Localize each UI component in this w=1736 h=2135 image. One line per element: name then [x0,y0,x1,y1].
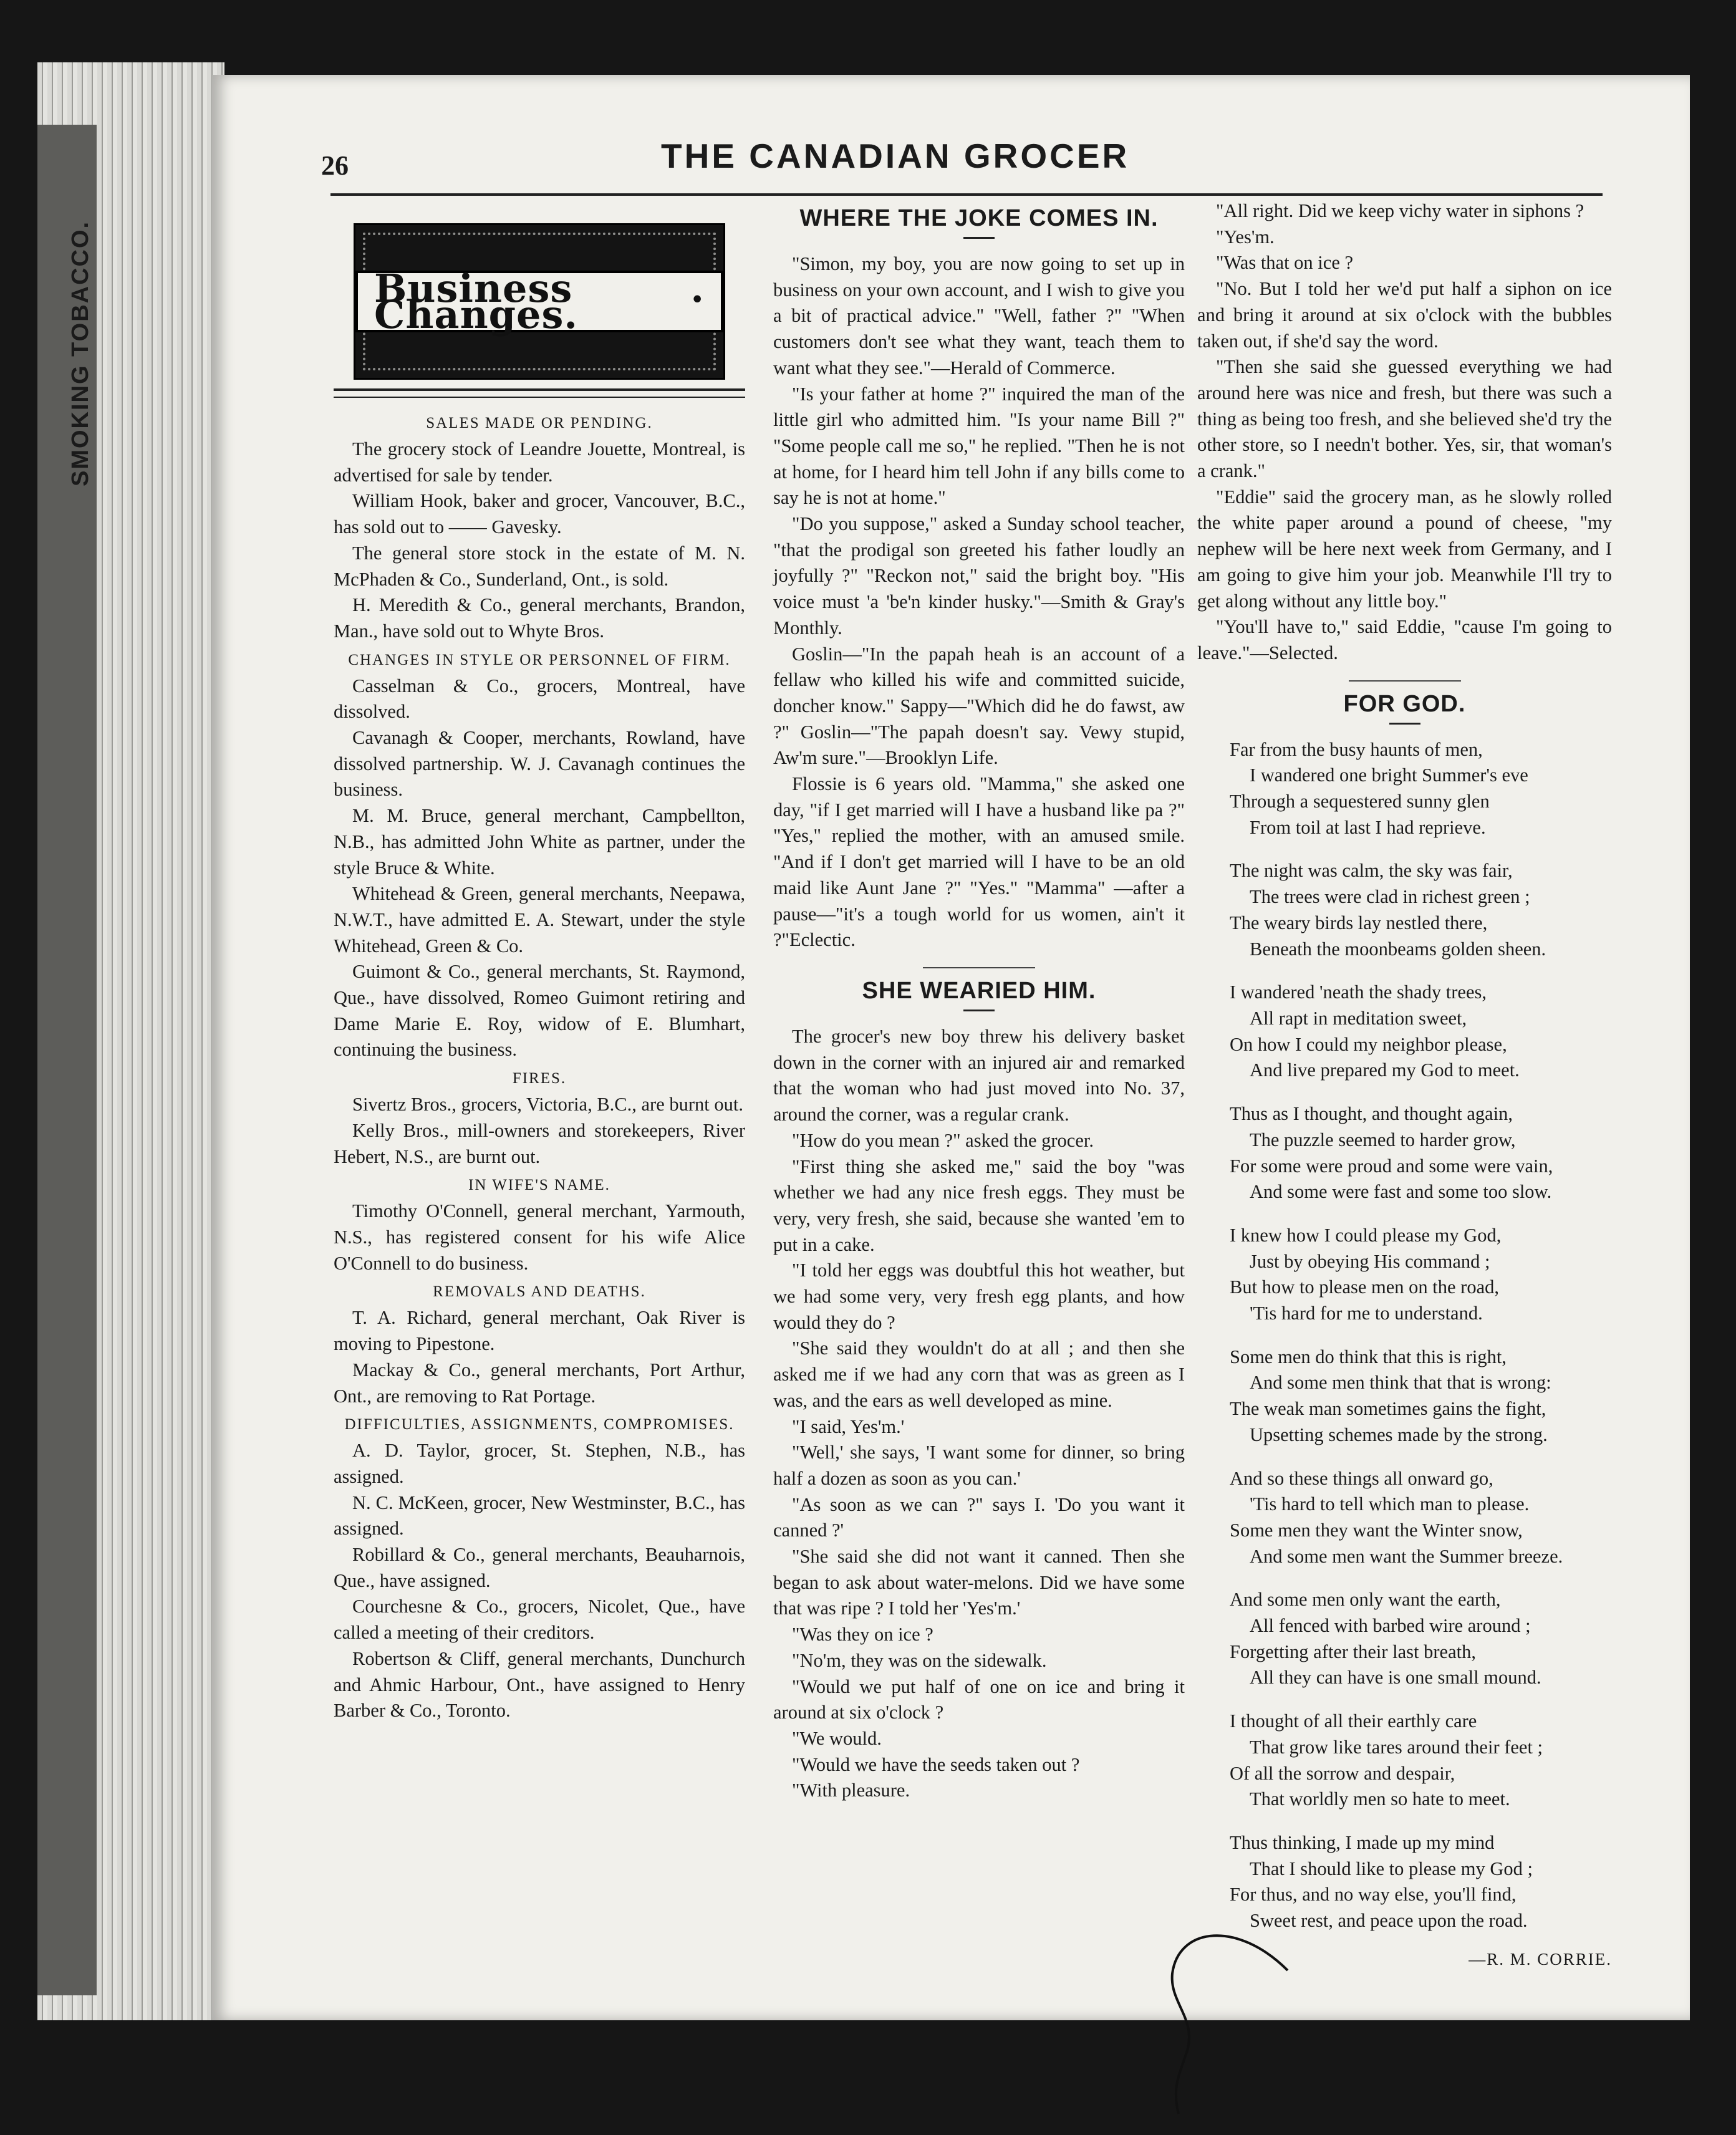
story-paragraph: "With pleasure. [792,1780,910,1801]
poem-line: Forgetting after their last breath, [1230,1641,1476,1662]
story-paragraph: "Then she said she guessed everything we had around here was nice and fresh, but there was such a thing as being too fresh, and she believed she'd try the other store, so I needn't bother. Yes, sir, that woman's a crank." [1197,356,1612,482]
poem-line: From toil at last I had reprieve. [1250,816,1486,838]
story-paragraph: "Would we have the seeds taken out ? [792,1753,1080,1775]
poem-line: Some men do think that this is right, [1230,1346,1507,1367]
poem-title: FOR GOD. [1343,690,1466,717]
notice: Guimont & Co., general merchants, St. Raymond, Que., have dissolved, Romeo Guimont retiring and Dame Marie E. Roy, widow of E. Blumhart, continuing the business. [334,961,745,1061]
poem-line: I knew how I could please my God, [1230,1224,1502,1246]
article-separator [1349,680,1461,682]
joke: Flossie is 6 years old. "Mamma," she asked one day, "if I get married will I have a husband like pa ?" "Yes," replied the mother, with an amused smile. "And if I don't get married will I have to be an old maid like Aunt Jane ?" "Yes." "Mamma" —after a pause—"it's a tough world for us women, ain't it ?"Eclectic. [773,773,1185,951]
poem-stanza [1197,1466,1612,1570]
poem-line: That I should like to please my God ; [1250,1858,1533,1879]
section-rule [334,388,745,398]
poem-line: The weary birds lay nestled there, [1230,912,1488,933]
section-heading: DIFFICULTIES, ASSIGNMENTS, COMPROMISES. [344,1416,735,1434]
banner-title: Business . Changes. [355,271,723,332]
poem-stanza [1197,858,1612,962]
poem-line: And some were fast and some too slow. [1250,1181,1552,1203]
story-paragraph: The grocer's new boy threw his delivery basket down in the corner with an injured air and remarked that the woman who had just moved into No. 37, around the corner, was a regular crank. [773,1025,1185,1125]
poem-line: The night was calm, the sky was fair, [1230,860,1513,882]
poem-line: And some men only want the earth, [1230,1589,1501,1611]
poem-line: I wandered 'neath the shady trees, [1230,981,1487,1003]
poem-line: But how to please men on the road, [1230,1276,1499,1298]
spine-label: SMOKING TOBACCO. [67,220,94,486]
masthead: THE CANADIAN GROCER [661,137,1130,175]
poem-line: For thus, and no way else, you'll find, [1230,1884,1517,1906]
business-changes-banner [354,223,725,380]
story-paragraph: "You'll have to," said Eddie, "cause I'm going to leave."—Selected. [1197,616,1612,663]
title-rule [963,237,995,239]
joke: "Is your father at home ?" inquired the man of the little girl who admitted him. "Is your name Bill ?" "Some people call me so," he replied. "Then he is not at home, for I heard him tell John if any bills come to say he is not at home." [773,383,1185,509]
article-title: WHERE THE JOKE COMES IN. [799,205,1159,231]
poem-stanza [1197,1101,1612,1205]
story-paragraph: "As soon as we can ?" says I. 'Do you want it canned ?' [773,1493,1185,1541]
section-heading: SALES MADE OR PENDING. [426,415,653,431]
poem-line: That worldly men so hate to meet. [1250,1788,1510,1810]
notice: M. M. Bruce, general merchant, Campbellton, N.B., has admitted John White as partner, under the style Bruce & White. [334,805,745,879]
poem-line: And live prepared my God to meet. [1250,1059,1520,1081]
column-continuation-poem [1197,198,1612,1972]
notice: Sivertz Bros., grocers, Victoria, B.C., are burnt out. [352,1094,743,1116]
column-business-changes [334,198,745,1724]
joke: Goslin—"In the papah heah is an account of a fellaw who killed his wife and committed suicide, doncher know." Sappy—"Which did he do fawst, aw ?" Goslin—"The papah doesn't say. Vewy stupid, Aw'm sure."—Brooklyn Life. [773,643,1185,769]
poem-line: On how I could my neighbor please, [1230,1033,1507,1055]
section-heading: IN WIFE'S NAME. [468,1177,610,1194]
poem-line: Of all the sorrow and despair, [1230,1762,1455,1784]
poem-stanza [1197,1830,1612,1934]
story-paragraph: "Was they on ice ? [792,1624,933,1646]
poem-line: 'Tis hard for me to understand. [1250,1303,1483,1324]
poem-line: Far from the busy haunts of men, [1230,738,1483,760]
poem-line: I wandered one bright Summer's eve [1250,764,1528,786]
notice: Cavanagh & Cooper, merchants, Rowland, have dissolved partnership. W. J. Cavanagh continues the business. [334,727,745,801]
notice: Whitehead & Green, general merchants, Neepawa, N.W.T., have admitted E. A. Stewart, under the style Whitehead, Green & Co. [334,883,745,957]
poem-line: The trees were clad in richest green ; [1250,886,1530,908]
poem-line: Upsetting schemes made by the strong. [1250,1424,1548,1445]
story-paragraph: "We would. [792,1727,882,1749]
notice: T. A. Richard, general merchant, Oak River is moving to Pipestone. [334,1307,745,1355]
notice: H. Meredith & Co., general merchants, Brandon, Man., have sold out to Whyte Bros. [334,594,745,642]
poem-line: Sweet rest, and peace upon the road. [1250,1910,1528,1932]
poem-line: Thus thinking, I made up my mind [1230,1831,1495,1853]
story-paragraph: "I told her eggs was doubtful this hot weather, but we had some very, very fresh egg plants, and how would they do ? [773,1260,1185,1333]
story-paragraph: "How do you mean ?" asked the grocer. [792,1129,1094,1151]
poem-line: And some men think that that is wrong: [1250,1372,1551,1394]
story-paragraph: "She said she did not want it canned. Then she began to ask about water-melons. Did we have some that was ripe ? I told her 'Yes'm.' [773,1546,1185,1619]
story-paragraph: "I said, Yes'm.' [792,1415,905,1437]
notice: The grocery stock of Leandre Jouette, Montreal, is advertised for sale by tender. [334,438,745,486]
poem-stanza [1197,737,1612,841]
story-paragraph: "Would we put half of one on ice and bring it around at six o'clock ? [773,1675,1185,1723]
joke: "Simon, my boy, you are now going to set up in business on your own account, and I wish to give you a bit of practical advice." "Well, father ?" "When customers don't see what they want, teach them to want what they see."—Herald of Commerce. [773,253,1185,378]
notice: Casselman & Co., grocers, Montreal, have dissolved. [334,675,745,723]
poem-stanza [1197,1344,1612,1448]
article-title: SHE WEARIED HIM. [862,977,1096,1004]
story-paragraph: "All right. Did we keep vichy water in siphons ? [1216,200,1584,221]
notice: N. C. McKeen, grocer, New Westminster, B.C., has assigned. [334,1492,745,1540]
story-paragraph: "No. But I told her we'd put half a siphon on ice and bring it around at six o'clock with the bubbles taken out, if she'd say the word. [1197,278,1612,352]
poem-line: All they can have is one small mound. [1250,1667,1541,1689]
poem-line: The puzzle seemed to harder grow, [1250,1129,1516,1150]
article-separator [923,967,1035,968]
notice: The general store stock in the estate of M. N. McPhaden & Co., Sunderland, Ont., is sold. [334,542,745,590]
poem-stanza [1197,1708,1612,1813]
poem-line: And so these things all onward go, [1230,1467,1493,1489]
notice: Robertson & Cliff, general merchants, Dunchurch and Ahmic Harbour, Ont., have assigned to Henry Barber & Co., Toronto. [334,1647,745,1722]
poem-line: And some men want the Summer breeze. [1250,1545,1563,1567]
title-rule [1389,723,1420,725]
poem-line: All rapt in meditation sweet, [1250,1007,1467,1029]
story-paragraph: "Was that on ice ? [1216,252,1354,274]
section-heading: REMOVALS AND DEATHS. [433,1283,646,1301]
story-paragraph: "Eddie" said the grocery man, as he slowly rolled the white paper around a pound of cheese, "my nephew will be here next week from Germany, and I am going to give him your job. Meanwhile I'll try to get along without any little boy." [1197,486,1612,612]
poem-line: I thought of all their earthly care [1230,1710,1477,1732]
notice: William Hook, baker and grocer, Vancouver, B.C., has sold out to —— Gavesky. [334,490,745,538]
poem-line: Just by obeying His command ; [1250,1250,1490,1272]
poem-line: 'Tis hard to tell which man to please. [1250,1493,1530,1515]
story-paragraph: "No'm, they was on the sidewalk. [792,1649,1047,1671]
poem-line: Beneath the moonbeams golden sheen. [1250,938,1546,960]
poem-line: All fenced with barbed wire around ; [1250,1615,1531,1637]
notice: A. D. Taylor, grocer, St. Stephen, N.B., has assigned. [334,1440,745,1487]
poem-line: Through a sequestered sunny glen [1230,791,1490,812]
story-paragraph: "First thing she asked me," said the boy "was whether we had any nice fresh eggs. They must be very, very fresh, she said, because she wanted 'em to put in a cake. [773,1155,1185,1255]
joke: "Do you suppose," asked a Sunday school teacher, "that the prodigal son greeted his father loudly an joyfully ?" "Reckon not," said the bright boy. "His voice must 'a 'be'n kinder husky."—Smith & Gray's Monthly. [773,513,1185,639]
story-paragraph: "She said they wouldn't do at all ; and then she asked me if we had any corn that was as green as I was, and the ears as well developed as mine. [773,1337,1185,1411]
poem [1197,737,1612,1934]
notice: Kelly Bros., mill-owners and storekeepers, River Hebert, N.S., are burnt out. [334,1119,745,1167]
header-rule [330,193,1603,196]
story-paragraph: "Well,' she says, 'I want some for dinner, so bring half a dozen as soon as you can.' [773,1442,1185,1489]
poem-stanza [1197,980,1612,1084]
notice: Robillard & Co., general merchants, Beauharnois, Que., have assigned. [334,1544,745,1591]
page-number: 26 [321,150,349,181]
poem-line: That grow like tares around their feet ; [1250,1736,1543,1758]
story-paragraph: "Yes'm. [1216,226,1275,248]
section-heading: FIRES. [512,1070,567,1087]
title-rule [963,1010,995,1011]
poem-stanza [1197,1587,1612,1691]
poem-line: Some men they want the Winter snow, [1230,1519,1523,1541]
notice: Timothy O'Connell, general merchant, Yarmouth, N.S., has registered consent for his wife Alice O'Connell to do business. [334,1200,745,1274]
column-jokes [773,198,1185,1804]
poem-line: The weak man sometimes gains the fight, [1230,1398,1546,1420]
notice: Mackay & Co., general merchants, Port Arthur, Ont., are removing to Rat Portage. [334,1359,745,1407]
section-heading: CHANGES IN STYLE OR PERSONNEL OF FIRM. [348,651,731,668]
poem-line: Thus as I thought, and thought again, [1230,1103,1513,1125]
poem-stanza [1197,1223,1612,1327]
notice: Courchesne & Co., grocers, Nicolet, Que., have called a meeting of their creditors. [334,1596,745,1644]
poem-line: For some were proud and some were vain, [1230,1155,1553,1177]
poem-attribution: —R. M. CORRIE. [1468,1949,1612,1969]
